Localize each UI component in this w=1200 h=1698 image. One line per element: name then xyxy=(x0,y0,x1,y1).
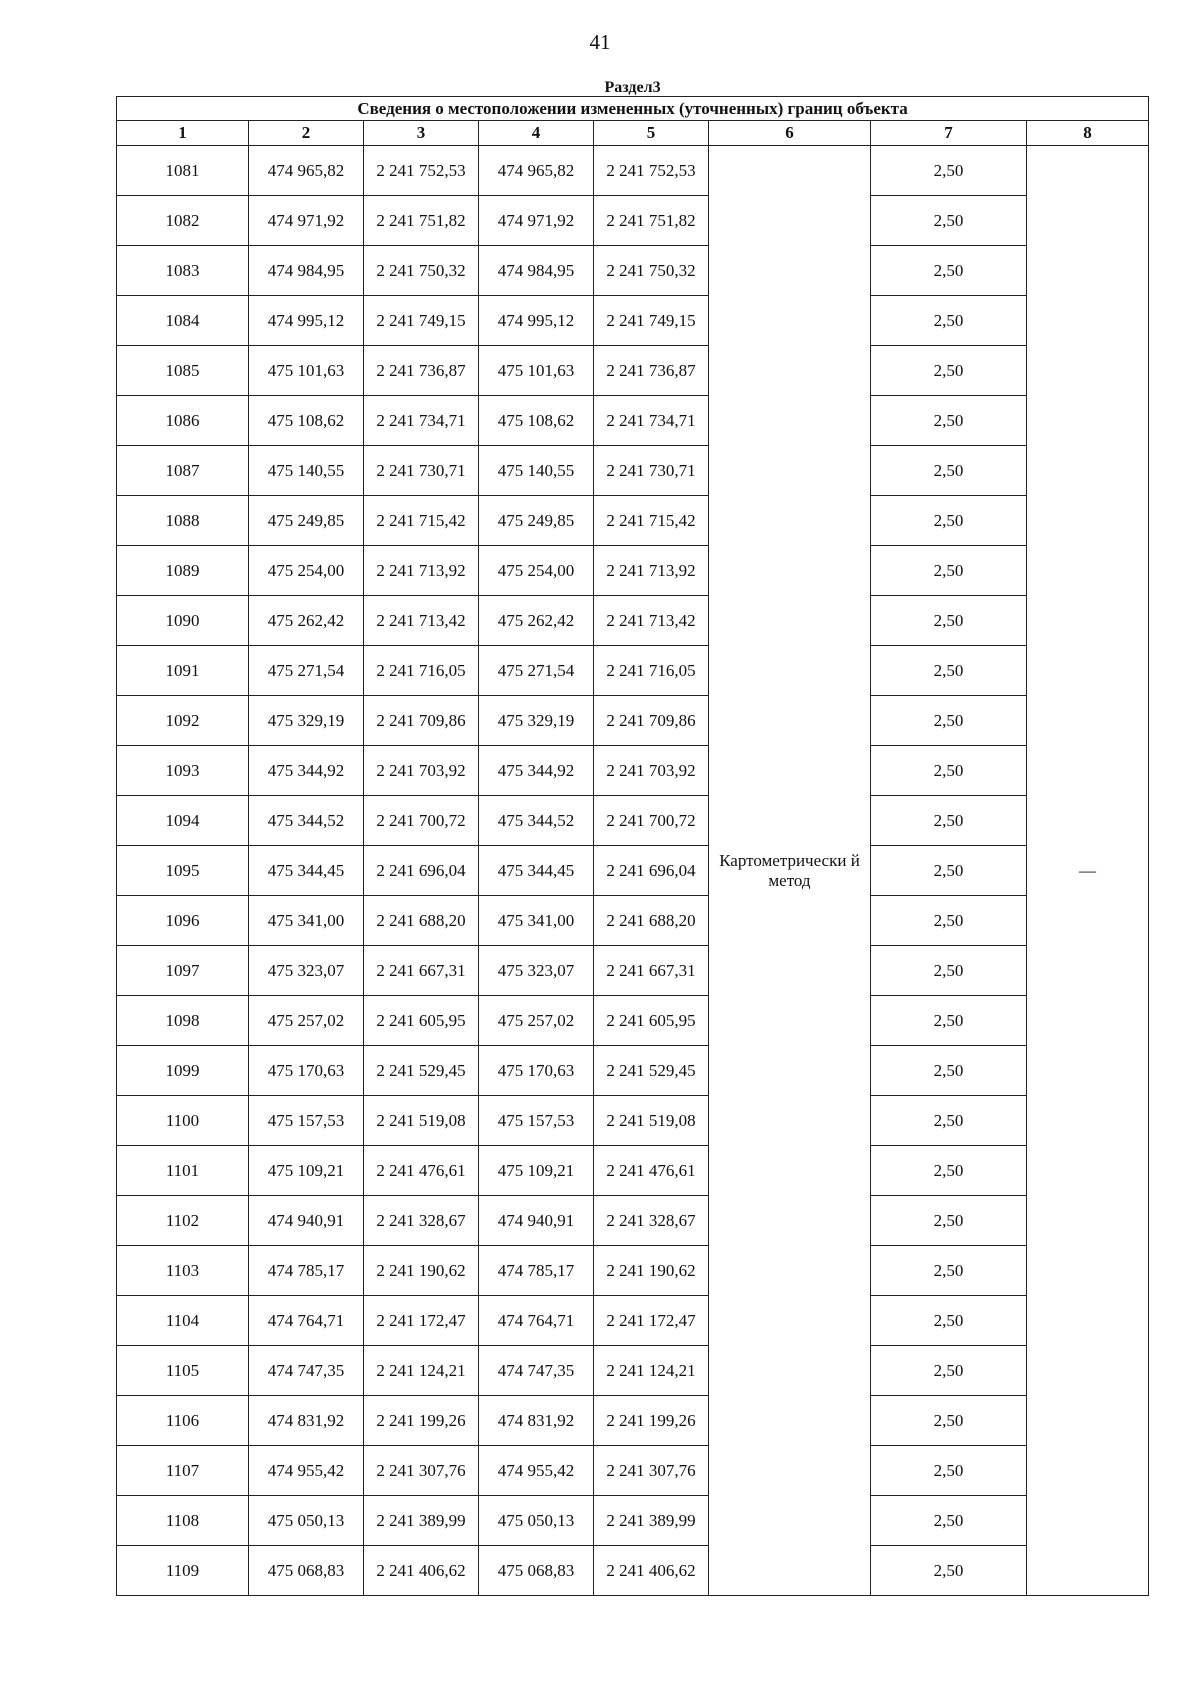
x-existing-cell: 475 341,00 xyxy=(249,896,364,946)
y-existing-cell: 2 241 713,92 xyxy=(364,546,479,596)
table-row xyxy=(117,1346,1149,1396)
point-number-cell: 1092 xyxy=(117,696,249,746)
x-existing-cell: 474 785,17 xyxy=(249,1246,364,1296)
table-row xyxy=(117,746,1149,796)
x-new-cell: 475 157,53 xyxy=(479,1096,594,1146)
x-existing-cell: 475 108,62 xyxy=(249,396,364,446)
accuracy-cell: 2,50 xyxy=(871,846,1027,896)
column-number: 1 xyxy=(117,121,249,146)
y-existing-cell: 2 241 667,31 xyxy=(364,946,479,996)
x-existing-cell: 474 971,92 xyxy=(249,196,364,246)
table-row xyxy=(117,296,1149,346)
accuracy-cell: 2,50 xyxy=(871,1196,1027,1246)
y-existing-cell: 2 241 172,47 xyxy=(364,1296,479,1346)
accuracy-cell: 2,50 xyxy=(871,1496,1027,1546)
table-row xyxy=(117,946,1149,996)
y-new-cell: 2 241 529,45 xyxy=(594,1046,709,1096)
point-number-cell: 1103 xyxy=(117,1246,249,1296)
x-new-cell: 474 831,92 xyxy=(479,1396,594,1446)
y-existing-cell: 2 241 529,45 xyxy=(364,1046,479,1096)
table-row xyxy=(117,1446,1149,1496)
x-existing-cell: 475 344,52 xyxy=(249,796,364,846)
x-new-cell: 475 257,02 xyxy=(479,996,594,1046)
x-new-cell: 475 101,63 xyxy=(479,346,594,396)
y-existing-cell: 2 241 124,21 xyxy=(364,1346,479,1396)
accuracy-cell: 2,50 xyxy=(871,1446,1027,1496)
accuracy-cell: 2,50 xyxy=(871,1046,1027,1096)
accuracy-cell: 2,50 xyxy=(871,1296,1027,1346)
point-number-cell: 1108 xyxy=(117,1496,249,1546)
y-existing-cell: 2 241 406,62 xyxy=(364,1546,479,1596)
table-row xyxy=(117,1396,1149,1446)
y-new-cell: 2 241 703,92 xyxy=(594,746,709,796)
x-new-cell: 475 344,52 xyxy=(479,796,594,846)
x-existing-cell: 474 955,42 xyxy=(249,1446,364,1496)
point-number-cell: 1087 xyxy=(117,446,249,496)
table-row xyxy=(117,646,1149,696)
table-row xyxy=(117,1196,1149,1246)
y-new-cell: 2 241 715,42 xyxy=(594,496,709,546)
y-existing-cell: 2 241 703,92 xyxy=(364,746,479,796)
x-existing-cell: 474 747,35 xyxy=(249,1346,364,1396)
accuracy-cell: 2,50 xyxy=(871,646,1027,696)
y-existing-cell: 2 241 751,82 xyxy=(364,196,479,246)
x-new-cell: 475 341,00 xyxy=(479,896,594,946)
x-new-cell: 475 271,54 xyxy=(479,646,594,696)
point-number-cell: 1101 xyxy=(117,1146,249,1196)
x-new-cell: 475 109,21 xyxy=(479,1146,594,1196)
y-new-cell: 2 241 328,67 xyxy=(594,1196,709,1246)
y-new-cell: 2 241 667,31 xyxy=(594,946,709,996)
boundary-coordinates-table xyxy=(116,79,1149,1596)
x-new-cell: 475 344,45 xyxy=(479,846,594,896)
x-existing-cell: 475 344,45 xyxy=(249,846,364,896)
point-number-cell: 1094 xyxy=(117,796,249,846)
column-number: 7 xyxy=(871,121,1027,146)
table-row xyxy=(117,996,1149,1046)
x-new-cell: 475 108,62 xyxy=(479,396,594,446)
y-new-cell: 2 241 696,04 xyxy=(594,846,709,896)
point-number-cell: 1088 xyxy=(117,496,249,546)
table-row xyxy=(117,496,1149,546)
table-row xyxy=(117,1246,1149,1296)
y-new-cell: 2 241 389,99 xyxy=(594,1496,709,1546)
x-new-cell: 475 323,07 xyxy=(479,946,594,996)
y-new-cell: 2 241 406,62 xyxy=(594,1546,709,1596)
x-new-cell: 475 068,83 xyxy=(479,1546,594,1596)
y-new-cell: 2 241 749,15 xyxy=(594,296,709,346)
point-number-cell: 1106 xyxy=(117,1396,249,1446)
y-existing-cell: 2 241 713,42 xyxy=(364,596,479,646)
point-number-cell: 1104 xyxy=(117,1296,249,1346)
column-number: 5 xyxy=(594,121,709,146)
y-new-cell: 2 241 519,08 xyxy=(594,1096,709,1146)
x-new-cell: 474 747,35 xyxy=(479,1346,594,1396)
point-number-cell: 1107 xyxy=(117,1446,249,1496)
point-number-cell: 1098 xyxy=(117,996,249,1046)
table-row xyxy=(117,196,1149,246)
x-new-cell: 475 249,85 xyxy=(479,496,594,546)
table-row xyxy=(117,396,1149,446)
point-number-cell: 1102 xyxy=(117,1196,249,1246)
point-number-cell: 1082 xyxy=(117,196,249,246)
y-existing-cell: 2 241 199,26 xyxy=(364,1396,479,1446)
x-existing-cell: 475 262,42 xyxy=(249,596,364,646)
x-new-cell: 474 995,12 xyxy=(479,296,594,346)
x-existing-cell: 475 254,00 xyxy=(249,546,364,596)
x-new-cell: 475 050,13 xyxy=(479,1496,594,1546)
x-new-cell: 475 329,19 xyxy=(479,696,594,746)
x-new-cell: 474 785,17 xyxy=(479,1246,594,1296)
accuracy-cell: 2,50 xyxy=(871,596,1027,646)
y-existing-cell: 2 241 700,72 xyxy=(364,796,479,846)
y-existing-cell: 2 241 749,15 xyxy=(364,296,479,346)
y-existing-cell: 2 241 328,67 xyxy=(364,1196,479,1246)
x-new-cell: 475 254,00 xyxy=(479,546,594,596)
x-new-cell: 475 262,42 xyxy=(479,596,594,646)
y-new-cell: 2 241 172,47 xyxy=(594,1296,709,1346)
x-new-cell: 474 965,82 xyxy=(479,146,594,196)
y-existing-cell: 2 241 752,53 xyxy=(364,146,479,196)
point-number-cell: 1086 xyxy=(117,396,249,446)
y-existing-cell: 2 241 715,42 xyxy=(364,496,479,546)
note-cell: — xyxy=(1027,146,1149,1596)
x-existing-cell: 474 965,82 xyxy=(249,146,364,196)
x-new-cell: 475 344,92 xyxy=(479,746,594,796)
x-new-cell: 474 984,95 xyxy=(479,246,594,296)
x-new-cell: 474 955,42 xyxy=(479,1446,594,1496)
method-cell: Картометрически й метод xyxy=(709,146,871,1596)
y-existing-cell: 2 241 730,71 xyxy=(364,446,479,496)
table-row xyxy=(117,446,1149,496)
accuracy-cell: 2,50 xyxy=(871,996,1027,1046)
y-new-cell: 2 241 716,05 xyxy=(594,646,709,696)
x-existing-cell: 475 271,54 xyxy=(249,646,364,696)
x-existing-cell: 475 249,85 xyxy=(249,496,364,546)
table-row xyxy=(117,1096,1149,1146)
accuracy-cell: 2,50 xyxy=(871,346,1027,396)
table-row xyxy=(117,1146,1149,1196)
accuracy-cell: 2,50 xyxy=(871,246,1027,296)
section-title: Раздел3 xyxy=(604,79,661,96)
y-new-cell: 2 241 713,42 xyxy=(594,596,709,646)
x-existing-cell: 475 140,55 xyxy=(249,446,364,496)
y-existing-cell: 2 241 736,87 xyxy=(364,346,479,396)
y-new-cell: 2 241 750,32 xyxy=(594,246,709,296)
y-new-cell: 2 241 605,95 xyxy=(594,996,709,1046)
accuracy-cell: 2,50 xyxy=(871,446,1027,496)
accuracy-cell: 2,50 xyxy=(871,1246,1027,1296)
x-existing-cell: 475 323,07 xyxy=(249,946,364,996)
point-number-cell: 1097 xyxy=(117,946,249,996)
column-number: 2 xyxy=(249,121,364,146)
column-number-row xyxy=(117,121,1149,146)
y-new-cell: 2 241 307,76 xyxy=(594,1446,709,1496)
y-existing-cell: 2 241 734,71 xyxy=(364,396,479,446)
x-new-cell: 474 940,91 xyxy=(479,1196,594,1246)
accuracy-cell: 2,50 xyxy=(871,496,1027,546)
y-new-cell: 2 241 713,92 xyxy=(594,546,709,596)
page-number: 41 xyxy=(589,30,611,54)
x-new-cell: 475 170,63 xyxy=(479,1046,594,1096)
accuracy-cell: 2,50 xyxy=(871,946,1027,996)
accuracy-cell: 2,50 xyxy=(871,296,1027,346)
y-existing-cell: 2 241 389,99 xyxy=(364,1496,479,1546)
x-new-cell: 474 971,92 xyxy=(479,196,594,246)
x-existing-cell: 475 344,92 xyxy=(249,746,364,796)
table-row xyxy=(117,1296,1149,1346)
x-existing-cell: 474 940,91 xyxy=(249,1196,364,1246)
table-row xyxy=(117,1546,1149,1596)
point-number-cell: 1090 xyxy=(117,596,249,646)
y-existing-cell: 2 241 750,32 xyxy=(364,246,479,296)
accuracy-cell: 2,50 xyxy=(871,1396,1027,1446)
table-row xyxy=(117,596,1149,646)
accuracy-cell: 2,50 xyxy=(871,1096,1027,1146)
point-number-cell: 1096 xyxy=(117,896,249,946)
point-number-cell: 1099 xyxy=(117,1046,249,1096)
accuracy-cell: 2,50 xyxy=(871,546,1027,596)
table-row xyxy=(117,346,1149,396)
y-new-cell: 2 241 124,21 xyxy=(594,1346,709,1396)
accuracy-cell: 2,50 xyxy=(871,746,1027,796)
table-row xyxy=(117,846,1149,896)
point-number-cell: 1105 xyxy=(117,1346,249,1396)
column-number: 4 xyxy=(479,121,594,146)
accuracy-cell: 2,50 xyxy=(871,1146,1027,1196)
table-row xyxy=(117,896,1149,946)
accuracy-cell: 2,50 xyxy=(871,696,1027,746)
x-existing-cell: 475 257,02 xyxy=(249,996,364,1046)
column-number: 8 xyxy=(1027,121,1149,146)
table-row xyxy=(117,1496,1149,1546)
point-number-cell: 1100 xyxy=(117,1096,249,1146)
x-existing-cell: 474 831,92 xyxy=(249,1396,364,1446)
accuracy-cell: 2,50 xyxy=(871,396,1027,446)
column-number: 3 xyxy=(364,121,479,146)
y-new-cell: 2 241 476,61 xyxy=(594,1146,709,1196)
y-existing-cell: 2 241 709,86 xyxy=(364,696,479,746)
point-number-cell: 1081 xyxy=(117,146,249,196)
x-existing-cell: 474 984,95 xyxy=(249,246,364,296)
table-row xyxy=(117,546,1149,596)
y-new-cell: 2 241 730,71 xyxy=(594,446,709,496)
x-existing-cell: 474 764,71 xyxy=(249,1296,364,1346)
y-existing-cell: 2 241 307,76 xyxy=(364,1446,479,1496)
x-existing-cell: 474 995,12 xyxy=(249,296,364,346)
table-row xyxy=(117,246,1149,296)
x-new-cell: 474 764,71 xyxy=(479,1296,594,1346)
x-new-cell: 475 140,55 xyxy=(479,446,594,496)
accuracy-cell: 2,50 xyxy=(871,896,1027,946)
table-row xyxy=(117,796,1149,846)
y-existing-cell: 2 241 519,08 xyxy=(364,1096,479,1146)
x-existing-cell: 475 157,53 xyxy=(249,1096,364,1146)
point-number-cell: 1109 xyxy=(117,1546,249,1596)
x-existing-cell: 475 050,13 xyxy=(249,1496,364,1546)
y-existing-cell: 2 241 190,62 xyxy=(364,1246,479,1296)
point-number-cell: 1093 xyxy=(117,746,249,796)
point-number-cell: 1089 xyxy=(117,546,249,596)
y-new-cell: 2 241 752,53 xyxy=(594,146,709,196)
table-row xyxy=(117,146,1149,196)
x-existing-cell: 475 068,83 xyxy=(249,1546,364,1596)
y-existing-cell: 2 241 716,05 xyxy=(364,646,479,696)
table-row xyxy=(117,1046,1149,1096)
y-new-cell: 2 241 700,72 xyxy=(594,796,709,846)
accuracy-cell: 2,50 xyxy=(871,796,1027,846)
y-new-cell: 2 241 190,62 xyxy=(594,1246,709,1296)
accuracy-cell: 2,50 xyxy=(871,1346,1027,1396)
x-existing-cell: 475 170,63 xyxy=(249,1046,364,1096)
table-row xyxy=(117,696,1149,746)
y-existing-cell: 2 241 476,61 xyxy=(364,1146,479,1196)
y-new-cell: 2 241 199,26 xyxy=(594,1396,709,1446)
y-existing-cell: 2 241 688,20 xyxy=(364,896,479,946)
column-number: 6 xyxy=(709,121,871,146)
point-number-cell: 1095 xyxy=(117,846,249,896)
accuracy-cell: 2,50 xyxy=(871,1546,1027,1596)
accuracy-cell: 2,50 xyxy=(871,196,1027,246)
accuracy-cell: 2,50 xyxy=(871,146,1027,196)
y-new-cell: 2 241 709,86 xyxy=(594,696,709,746)
x-existing-cell: 475 109,21 xyxy=(249,1146,364,1196)
y-new-cell: 2 241 734,71 xyxy=(594,396,709,446)
y-existing-cell: 2 241 605,95 xyxy=(364,996,479,1046)
point-number-cell: 1085 xyxy=(117,346,249,396)
y-new-cell: 2 241 736,87 xyxy=(594,346,709,396)
point-number-cell: 1083 xyxy=(117,246,249,296)
table-caption: Сведения о местоположении измененных (уточненных) границ объекта xyxy=(117,97,1149,121)
point-number-cell: 1091 xyxy=(117,646,249,696)
point-number-cell: 1084 xyxy=(117,296,249,346)
y-new-cell: 2 241 751,82 xyxy=(594,196,709,246)
x-existing-cell: 475 101,63 xyxy=(249,346,364,396)
y-existing-cell: 2 241 696,04 xyxy=(364,846,479,896)
x-existing-cell: 475 329,19 xyxy=(249,696,364,746)
y-new-cell: 2 241 688,20 xyxy=(594,896,709,946)
